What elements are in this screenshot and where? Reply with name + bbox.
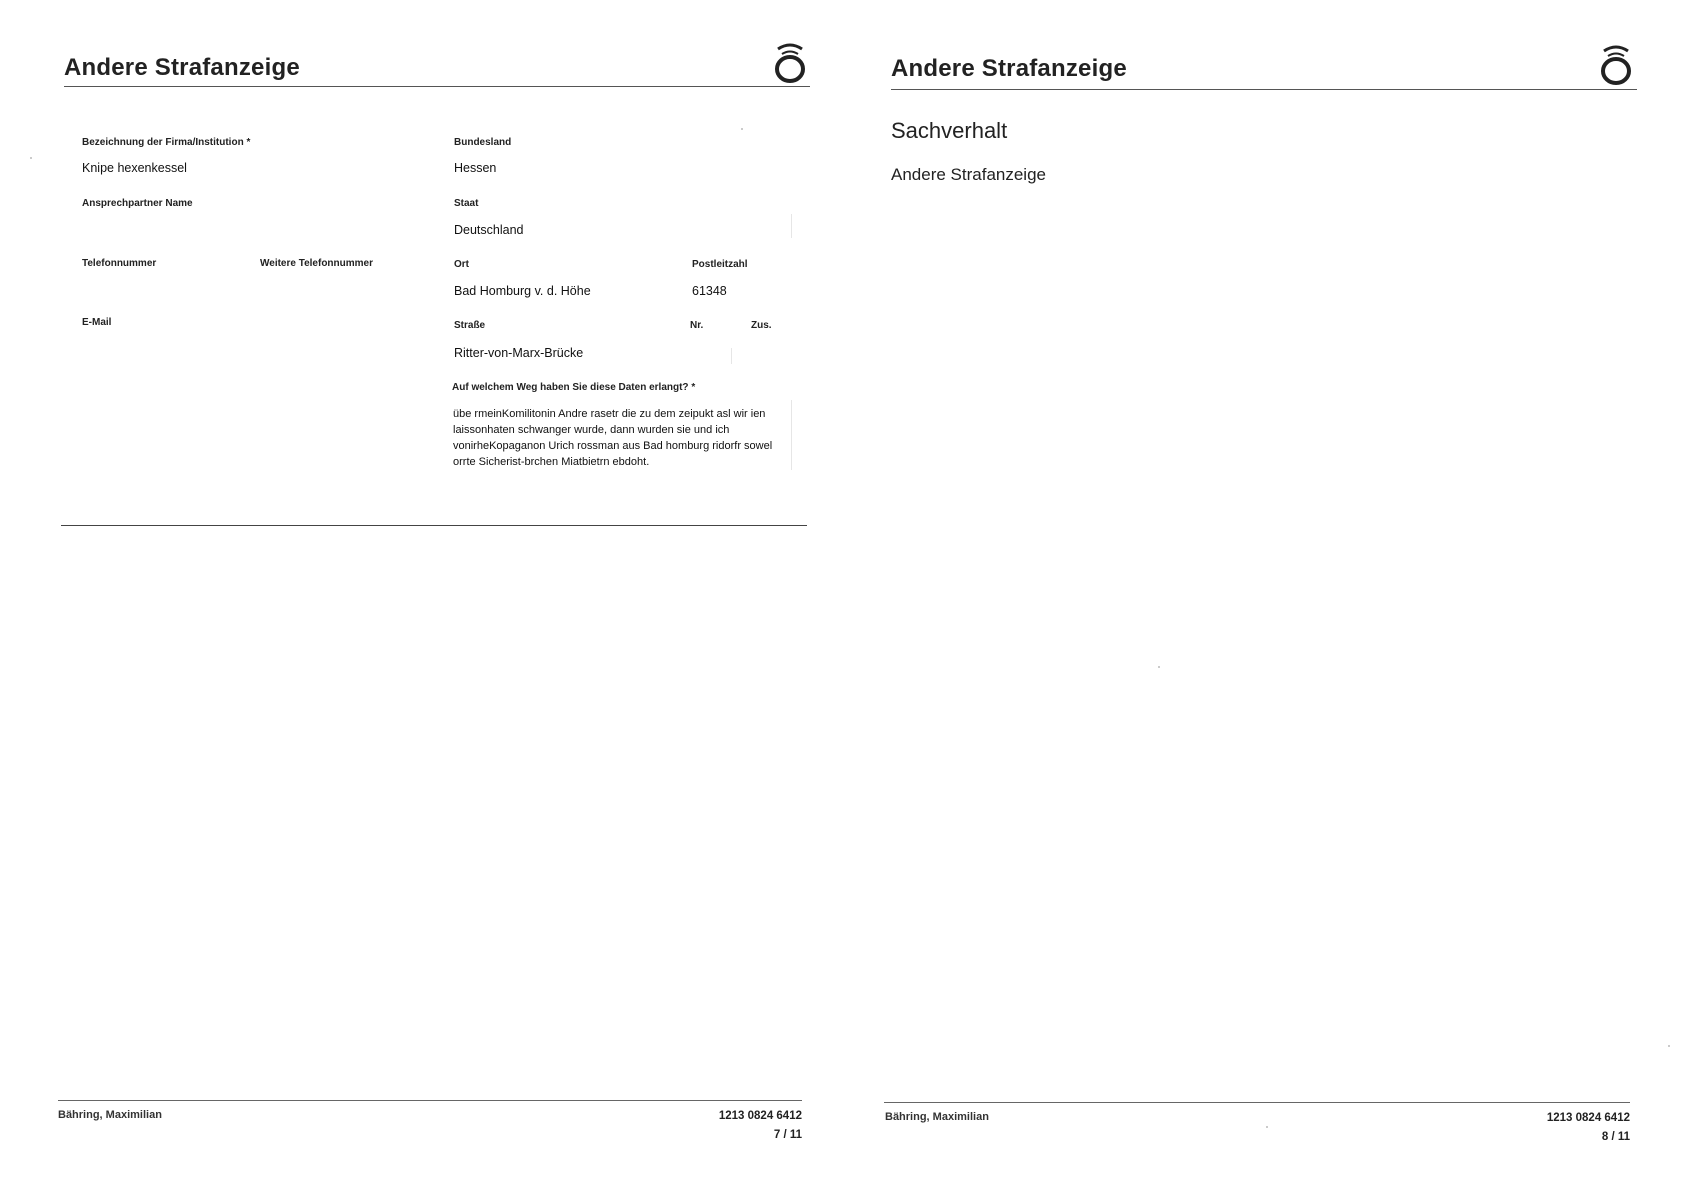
scan-speck bbox=[1668, 1045, 1670, 1047]
scan-speck bbox=[1266, 1126, 1268, 1128]
field-edge bbox=[731, 348, 732, 364]
section-text: Andere Strafanzeige bbox=[891, 165, 1046, 184]
police-logo-icon bbox=[1598, 42, 1634, 86]
city-label: Ort bbox=[454, 259, 469, 270]
footer-name: Bähring, Maximilian bbox=[58, 1109, 162, 1121]
footer-rule bbox=[58, 1100, 802, 1101]
zip-value: 61348 bbox=[692, 284, 727, 298]
footer-number: 1213 0824 6412 bbox=[718, 1110, 802, 1122]
section-rule bbox=[61, 525, 807, 526]
source-line: orrte Sicherist-brchen Miatbietrn ebdoht. bbox=[453, 456, 650, 468]
source-line: laissonhaten schwanger wurde, dann wurden sie und ich bbox=[453, 424, 730, 436]
page-title: Andere Strafanzeige bbox=[891, 55, 1127, 82]
email-label: E-Mail bbox=[82, 317, 112, 328]
section-heading: Sachverhalt bbox=[891, 118, 1008, 143]
city-value: Bad Homburg v. d. Höhe bbox=[454, 284, 591, 298]
scan-speck bbox=[741, 128, 743, 130]
source-line: vonirheKopaganon Urich rossman aus Bad homburg ridorfr sowel bbox=[453, 440, 773, 452]
footer-rule bbox=[884, 1102, 1630, 1103]
phone2-label: Weitere Telefonnummer bbox=[260, 258, 373, 269]
state-label: Bundesland bbox=[454, 137, 512, 148]
source-line: übe rmeinKomilitonin Andre rasetr die zu dem zeipukt asl wir ien bbox=[453, 408, 766, 420]
footer-name: Bähring, Maximilian bbox=[885, 1111, 989, 1123]
source-text bbox=[453, 406, 783, 470]
footer-page: 7 / 11 bbox=[773, 1129, 802, 1141]
police-logo-icon bbox=[772, 40, 808, 84]
addition-label: Zus. bbox=[751, 320, 772, 331]
field-edge bbox=[791, 400, 792, 470]
page-8 bbox=[848, 0, 1696, 1199]
header-rule bbox=[891, 89, 1637, 90]
state-value: Hessen bbox=[454, 161, 497, 175]
page-title: Andere Strafanzeige bbox=[64, 54, 300, 81]
footer-page: 8 / 11 bbox=[1601, 1131, 1630, 1143]
source-label: Auf welchem Weg haben Sie diese Daten erlangt? * bbox=[452, 382, 696, 393]
firm-value: Knipe hexenkessel bbox=[82, 161, 187, 175]
phone-label: Telefonnummer bbox=[82, 258, 157, 269]
scan-speck bbox=[30, 157, 32, 159]
street-label: Straße bbox=[454, 320, 486, 331]
firm-label: Bezeichnung der Firma/Institution * bbox=[82, 137, 251, 148]
header-rule bbox=[64, 86, 810, 87]
footer-number: 1213 0824 6412 bbox=[1546, 1112, 1630, 1124]
country-value: Deutschland bbox=[454, 223, 524, 237]
country-label: Staat bbox=[454, 198, 479, 209]
contact-label: Ansprechpartner Name bbox=[82, 198, 193, 209]
zip-label: Postleitzahl bbox=[692, 259, 748, 270]
field-edge bbox=[791, 214, 792, 238]
scan-speck bbox=[1158, 666, 1160, 668]
number-label: Nr. bbox=[690, 320, 704, 331]
street-value: Ritter-von-Marx-Brücke bbox=[454, 346, 584, 360]
